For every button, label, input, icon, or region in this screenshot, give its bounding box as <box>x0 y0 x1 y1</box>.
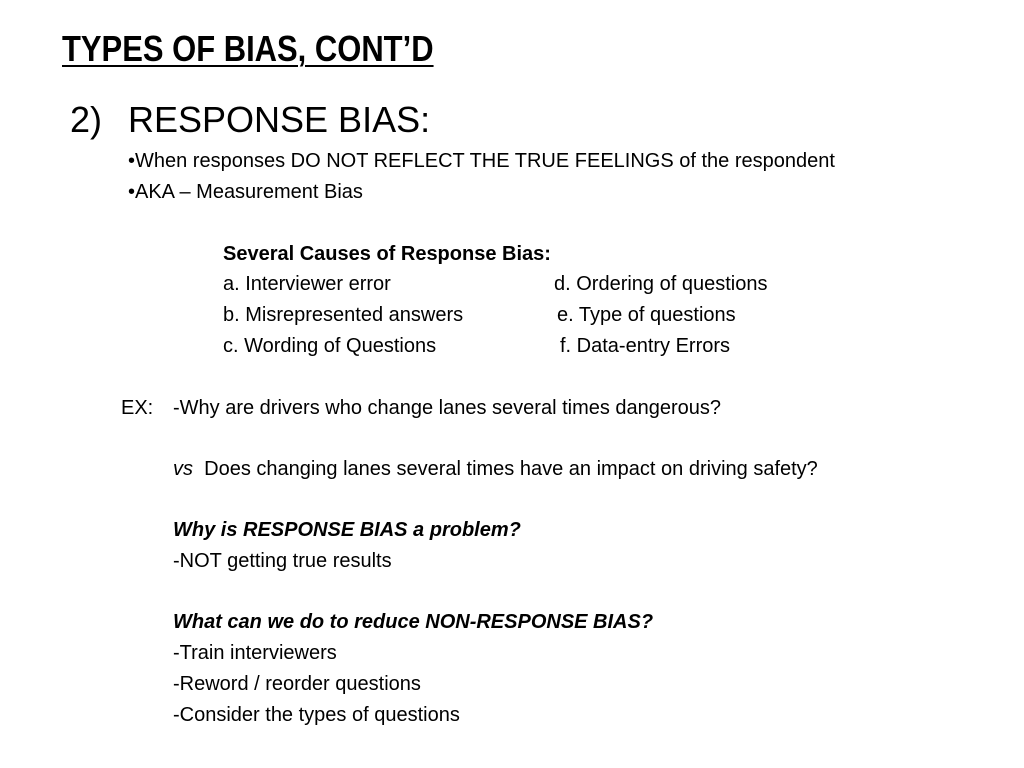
section-number: 2) <box>70 99 103 140</box>
reduce-answer-2: -Reword / reorder questions <box>173 673 421 695</box>
example-question-2-line <box>173 457 818 481</box>
cause-item-e: e. Type of questions <box>557 304 736 326</box>
bullet-definition: •When responses DO NOT REFLECT THE TRUE FEELINGS of the respondent <box>128 150 835 172</box>
reduce-answer-3: -Consider the types of questions <box>173 704 460 726</box>
reduce-question: What can we do to reduce NON-RESPONSE BIAS? <box>173 611 654 633</box>
cause-item-c: c. Wording of Questions <box>223 335 437 357</box>
example-question-2: Does changing lanes several times have an impact on driving safety? <box>204 458 818 480</box>
bullet-aka: •AKA – Measurement Bias <box>128 181 363 203</box>
reduce-answer-1: -Train interviewers <box>173 642 337 664</box>
cause-item-a: a. Interviewer error <box>223 273 391 295</box>
causes-heading: Several Causes of Response Bias: <box>223 243 551 265</box>
section-heading <box>70 99 430 141</box>
cause-item-f: f. Data-entry Errors <box>560 335 731 357</box>
example-label: EX: <box>121 397 154 419</box>
problem-answer: -NOT getting true results <box>173 550 392 572</box>
example-question-1: -Why are drivers who change lanes several times dangerous? <box>173 397 722 419</box>
vs-label: vs <box>173 458 193 480</box>
cause-item-d: d. Ordering of questions <box>554 273 768 295</box>
problem-question: Why is RESPONSE BIAS a problem? <box>173 519 521 541</box>
section-heading-text: RESPONSE BIAS: <box>128 99 431 140</box>
slide-title: TYPES OF BIAS, CONT’D <box>62 28 434 69</box>
cause-item-b: b. Misrepresented answers <box>223 304 464 326</box>
